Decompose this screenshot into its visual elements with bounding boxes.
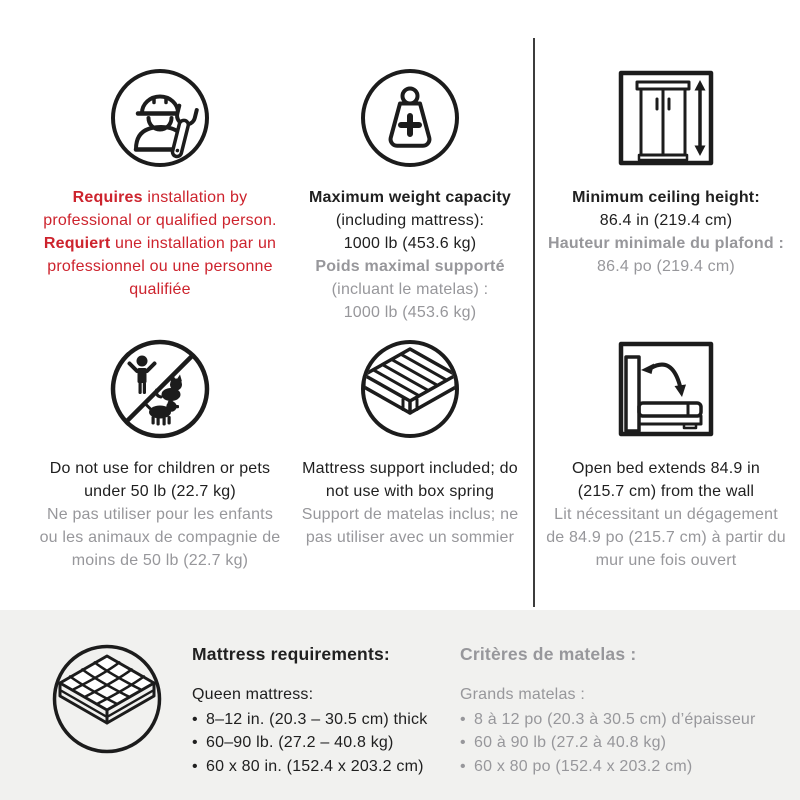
- spec-text-line: Ne pas utiliser pour les enfants: [46, 506, 274, 523]
- spec-text-line: Requires installation by: [72, 189, 248, 206]
- spec-weight-capacity: [287, 66, 533, 324]
- spec-text-line: Do not use for children or pets: [49, 460, 271, 477]
- mattress-requirements-en: [192, 643, 427, 778]
- spec-text-line: (incluant le matelas) :: [331, 281, 489, 298]
- spec-text-line: professionnel ou une personne: [47, 258, 273, 275]
- quilted-mattress-icon: [50, 642, 164, 756]
- list-item: • 60–90 lb. (27.2 – 40.8 kg): [192, 731, 427, 755]
- list-item: • 60 x 80 po (152.4 x 203.2 cm): [460, 755, 756, 779]
- ceiling-height-arrow-icon: [614, 66, 718, 170]
- weight-plus-icon: [358, 66, 462, 170]
- bullet: •: [192, 734, 198, 751]
- spec-text-line: professional or qualified person.: [43, 212, 277, 229]
- bullet: •: [192, 757, 198, 775]
- spec-text-line: mur une fois ouvert: [595, 552, 737, 569]
- murphy-bed-open-arrow-icon: [614, 337, 718, 441]
- spec-text-line: ou les animaux de compagnie de: [39, 529, 281, 546]
- list-item: • 8–12 in. (20.3 – 30.5 cm) thick: [192, 708, 427, 732]
- bullet: •: [192, 710, 198, 728]
- spec-text-line: Mattress support included; do: [302, 460, 518, 477]
- spec-text-line: 86.4 po (219.4 cm): [597, 258, 735, 275]
- spec-text-line: moins de 50 lb (22.7 kg): [71, 552, 249, 569]
- spec-text-line: Poids maximal supporté: [315, 258, 505, 275]
- spec-text-line: Minimum ceiling height:: [572, 189, 760, 206]
- spec-text-line: pas utiliser avec un sommier: [305, 529, 515, 546]
- spec-text-line: under 50 lb (22.7 kg): [84, 483, 236, 500]
- hard-hat-installer-wrench-icon: [108, 66, 212, 170]
- mattress-size-label-fr: Grands matelas :: [460, 686, 586, 703]
- spec-text-line: de 84.9 po (215.7 cm) à partir du: [546, 529, 786, 546]
- mattress-requirements-title: Mattress requirements:: [192, 644, 390, 664]
- spec-text-line: not use with box spring: [325, 483, 495, 500]
- no-children-pets-icon: [108, 337, 212, 441]
- spec-text-line: 1000 lb (453.6 kg): [343, 304, 477, 321]
- spec-text-line: Requiert une installation par un: [43, 235, 277, 252]
- list-item: • 60 à 90 lb (27.2 à 40.8 kg): [460, 731, 756, 755]
- slatted-mattress-support-icon: [358, 337, 462, 441]
- mattress-requirements-fr: [460, 643, 756, 778]
- bullet: •: [460, 710, 466, 728]
- spec-text-line: Lit nécessitant un dégagement: [554, 506, 778, 523]
- bullet: •: [460, 734, 466, 751]
- spec-open-bed-clearance: [539, 337, 793, 572]
- spec-text-line: Hauteur minimale du plafond :: [547, 235, 785, 252]
- spec-text-line: Maximum weight capacity: [309, 189, 511, 206]
- spec-text-line: (215.7 cm) from the wall: [577, 483, 755, 500]
- spec-text-line: qualifiée: [129, 281, 191, 298]
- vertical-divider: [533, 38, 535, 607]
- mattress-requirements-panel: [0, 610, 800, 800]
- list-item: • 60 x 80 in. (152.4 x 203.2 cm): [192, 755, 427, 779]
- mattress-size-label: Queen mattress:: [192, 686, 314, 703]
- spec-text-line: Open bed extends 84.9 in: [571, 460, 761, 477]
- mattress-requirements-title-fr: Critères de matelas :: [460, 644, 637, 664]
- spec-mattress-support: [287, 337, 533, 549]
- list-item: • 8 à 12 po (20.3 à 30.5 cm) d’épaisseur: [460, 708, 756, 732]
- spec-text-line: 1000 lb (453.6 kg): [343, 235, 477, 252]
- spec-ceiling-height: [539, 66, 793, 278]
- spec-text-line: Support de matelas inclus; ne: [301, 506, 519, 523]
- spec-installation: [30, 66, 290, 301]
- bullet: •: [460, 757, 466, 775]
- spec-text-line: 86.4 in (219.4 cm): [599, 212, 733, 229]
- spec-children-pets-warning: [30, 337, 290, 572]
- spec-text-line: (including mattress):: [335, 212, 485, 229]
